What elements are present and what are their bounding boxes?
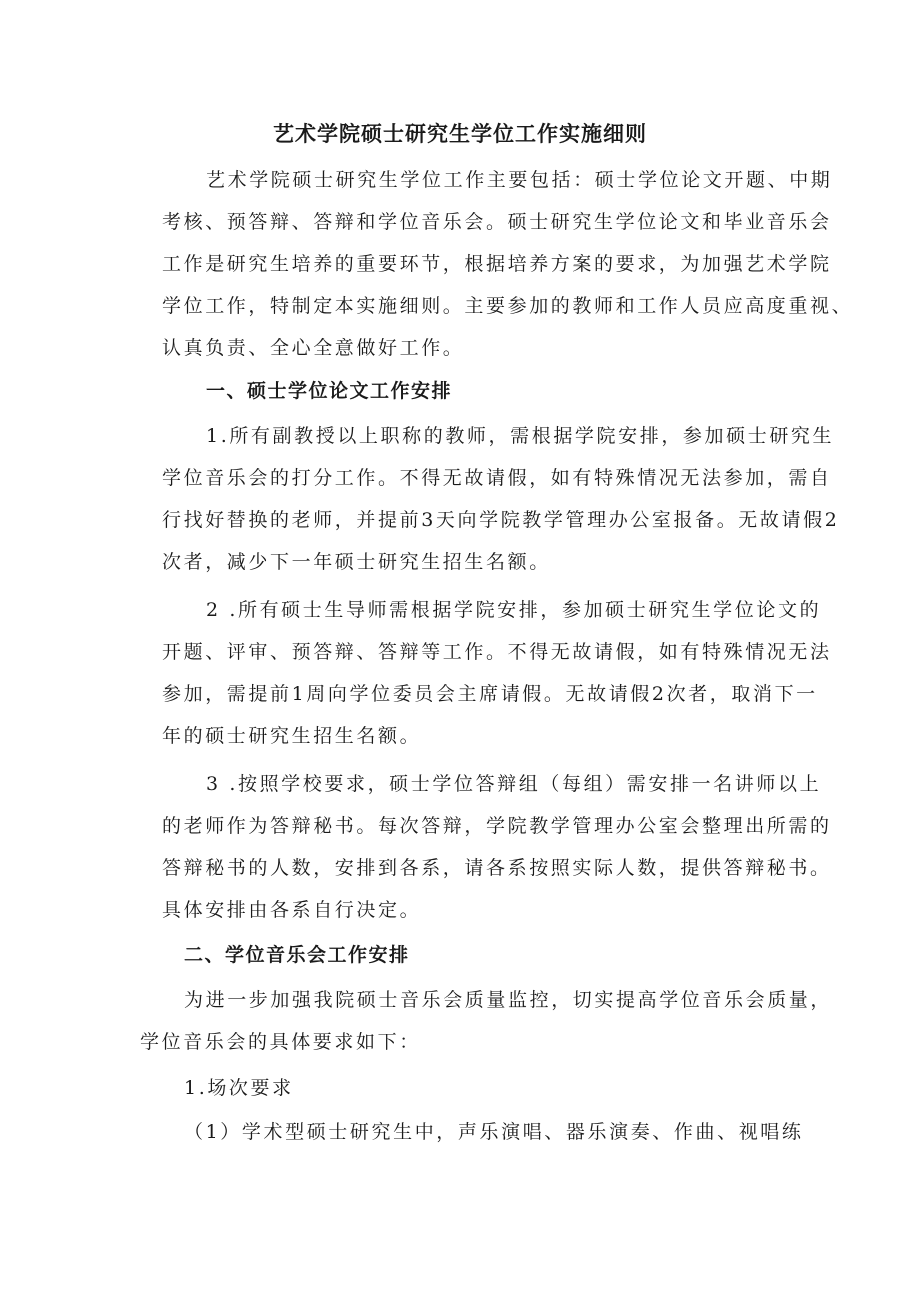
section1-item2-line-3: 参加，需提前1周向学位委员会主席请假。无故请假2次者，取消下一: [162, 683, 818, 705]
section1-item1-line-2: 学位音乐会的打分工作。不得无故请假，如有特殊情况无法参加，需自: [162, 467, 832, 489]
section2-sub1-line-1: （1）学术型硕士研究生中，声乐演唱、器乐演奏、作曲、视唱练: [184, 1121, 804, 1143]
intro-line-3: 工作是研究生培养的重要环节，根据培养方案的要求，为加强艺术学院: [162, 253, 832, 275]
section1-item3-line-1: 3 .按照学校要求，硕士学位答辩组（每组）需安排一名讲师以上: [206, 773, 822, 795]
section1-item1-line-4: 次者，减少下一年硕士研究生招生名额。: [162, 551, 551, 573]
section1-item3-line-2: 的老师作为答辩秘书。每次答辩，学院教学管理办公室会整理出所需的: [162, 815, 832, 837]
section1-item1-line-3: 行找好替换的老师，并提前3天向学院教学管理办公室报备。无故请假2: [162, 509, 840, 531]
section1-item3-line-3: 答辩秘书的人数，安排到各系，请各系按照实际人数，提供答辩秘书。: [162, 857, 832, 879]
section1-item2-line-2: 开题、评审、预答辩、答辩等工作。不得无故请假，如有特殊情况无法: [162, 641, 832, 663]
intro-line-2: 考核、预答辩、答辩和学位音乐会。硕士研究生学位论文和毕业音乐会: [162, 211, 832, 233]
intro-line-5: 认真负责、全心全意做好工作。: [162, 337, 465, 359]
section2-intro-line-2: 学位音乐会的具体要求如下：: [140, 1031, 421, 1053]
section1-item1-line-1: 1.所有副教授以上职称的教师，需根据学院安排，参加硕士研究生: [206, 425, 835, 447]
section2-intro-line-1: 为进一步加强我院硕士音乐会质量监控，切实提高学位音乐会质量，: [184, 989, 833, 1011]
section1-item2-line-4: 年的硕士研究生招生名额。: [162, 725, 422, 747]
section2-subheading: 1.场次要求: [184, 1077, 294, 1099]
intro-line-4: 学位工作，特制定本实施细则。主要参加的教师和工作人员应高度重视、: [162, 295, 854, 317]
intro-line-1: 艺术学院硕士研究生学位工作主要包括：硕士学位论文开题、中期: [206, 169, 833, 191]
document-title: 艺术学院硕士研究生学位工作实施细则: [273, 122, 647, 146]
section1-item2-line-1: 2 .所有硕士生导师需根据学院安排，参加硕士研究生学位论文的: [206, 599, 822, 621]
section1-item3-line-4: 具体安排由各系自行决定。: [162, 899, 422, 921]
section1-heading: 一、硕士学位论文工作安排: [206, 380, 453, 402]
section2-heading: 二、学位音乐会工作安排: [184, 944, 410, 966]
